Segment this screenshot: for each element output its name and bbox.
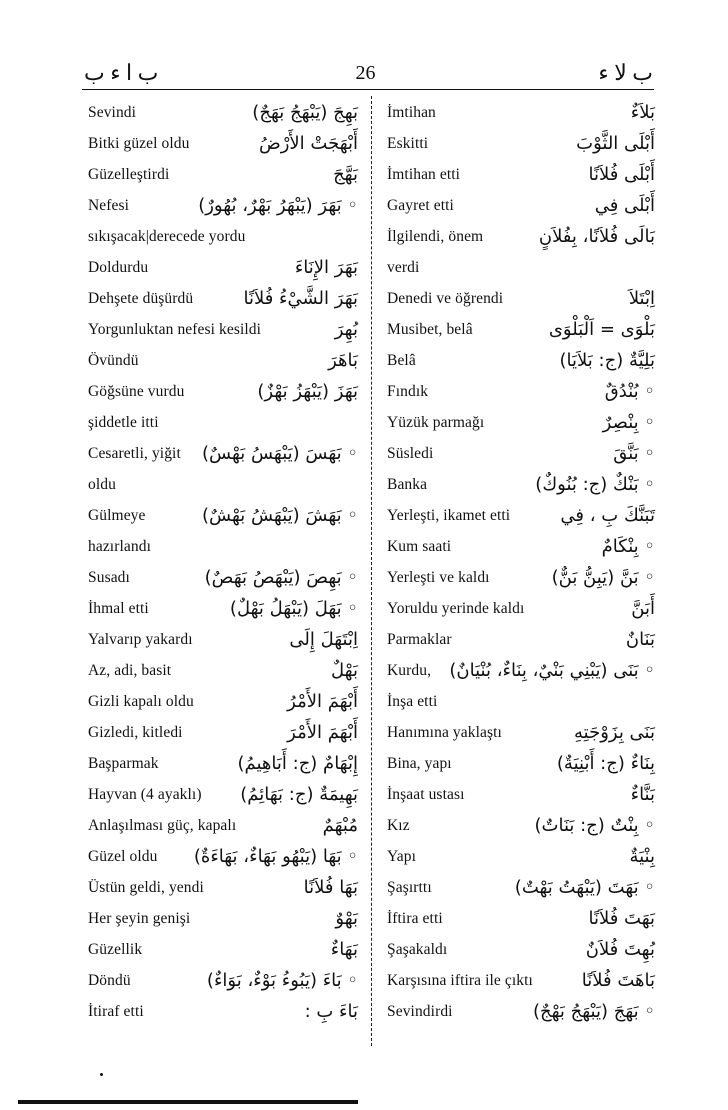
dictionary-entry [88, 345, 358, 376]
arabic-term: ◦ بِنْكَامٌ [601, 536, 655, 557]
arabic-term: بَهْوٌ [335, 908, 358, 929]
left-column [88, 97, 358, 1027]
dictionary-entry [88, 872, 358, 903]
dictionary-entry [88, 593, 358, 624]
arabic-term: ◦ بَهَا (يَبْهُو بَهَاءٌ، بَهَاءَةٌ) [193, 846, 358, 867]
dictionary-entry [88, 717, 358, 748]
arabic-term: ◦ بَهَسَ (يَبْهَسُ بَهْسٌ) [201, 443, 358, 464]
turkish-meaning: Gizli kapalı oldu [88, 693, 194, 710]
arabic-term: ◦ بَنَّقَ [613, 443, 655, 464]
dictionary-entry [387, 748, 655, 779]
turkish-meaning: Gizledi, kitledi [88, 724, 183, 741]
dictionary-entry [88, 500, 358, 531]
arabic-term: مُبْهَمٌ [322, 815, 358, 836]
turkish-meaning: Güzelleştirdi [88, 166, 170, 183]
dictionary-entry [387, 655, 655, 686]
turkish-meaning: Yorgunluktan nefesi kesildi [88, 321, 262, 338]
arabic-term: بَهَتَ فُلاَنًا [588, 908, 655, 929]
arabic-term: ◦ بَهَرَ (يَبْهَرُ بَهْرٌ، بُهُورٌ) [198, 195, 358, 216]
arabic-term: ◦ بَنَى (يَبْنِي بَنْيٌ، بِنَاءٌ، بُنْيَانٌ) [449, 660, 655, 681]
dictionary-entry [88, 779, 358, 810]
dictionary-entry [387, 593, 655, 624]
dictionary-entry [387, 221, 655, 252]
dictionary-entry [88, 252, 358, 283]
turkish-meaning: Yalvarıp yakardı [88, 631, 193, 648]
column-divider [371, 96, 372, 1046]
dictionary-entry [387, 996, 655, 1027]
arabic-term: بَهَرَ الإِنَاءَ [294, 257, 358, 278]
arabic-term: بُهِتَ فُلاَنٌ [585, 939, 655, 960]
arabic-term: تَبَنَّكَ بِ ، فِي [560, 505, 655, 526]
turkish-meaning: Anlaşılması güç, kapalı [88, 817, 237, 834]
footer-bar [18, 1100, 358, 1104]
header-left-letters: ب ا ء ب [84, 60, 159, 85]
turkish-meaning: oldu [88, 476, 116, 493]
arabic-term: بَلِيَّةٌ (ج: بَلاَيَا) [559, 350, 655, 371]
turkish-meaning: Bitki güzel oldu [88, 135, 190, 152]
dictionary-entry [387, 345, 655, 376]
turkish-meaning: Kum saati [387, 538, 452, 555]
arabic-term: بَهَزَ (يَبْهَزُ بَهْزٌ) [257, 381, 358, 402]
turkish-meaning: Fındık [387, 383, 429, 400]
turkish-meaning: İmtihan [387, 104, 436, 121]
arabic-term: بَهِيمَةٌ (ج: بَهَائِمُ) [240, 784, 358, 805]
turkish-meaning: Şaşırttı [387, 879, 432, 896]
arabic-term: بَهِجَ (يَبْهَجُ بَهَجٌ) [252, 102, 358, 123]
turkish-meaning: Göğsüne vurdu [88, 383, 185, 400]
turkish-meaning: Üstün geldi, yendi [88, 879, 204, 896]
arabic-term: أَبْلَى فِي [594, 195, 655, 216]
turkish-meaning: Kız [387, 817, 410, 834]
turkish-meaning: Yerleşti, ikamet etti [387, 507, 511, 524]
dictionary-entry [88, 128, 358, 159]
dictionary-entry [88, 748, 358, 779]
turkish-meaning: Hanımına yaklaştı [387, 724, 502, 741]
dictionary-entry [387, 283, 655, 314]
dictionary-entry [88, 903, 358, 934]
arabic-term: بَلاَءٌ [630, 102, 655, 123]
header-rule [82, 89, 654, 90]
arabic-term: أَبْلَى الثَّوْبَ [576, 133, 655, 154]
dictionary-entry [88, 655, 358, 686]
arabic-term: بَنَانٌ [625, 629, 655, 650]
turkish-meaning: hazırlandı [88, 538, 151, 555]
arabic-term: إِبْهَامٌ (ج: أَبَاهِيمُ) [237, 753, 358, 774]
arabic-term: بِنْيَةٌ [629, 846, 655, 867]
turkish-meaning: Bina, yapı [387, 755, 452, 772]
turkish-meaning: Eskitti [387, 135, 429, 152]
dictionary-entry [387, 500, 655, 531]
turkish-meaning: Güzellik [88, 941, 143, 958]
dictionary-entry [387, 903, 655, 934]
arabic-term: بَهْلٌ [331, 660, 358, 681]
dictionary-entry [88, 469, 358, 500]
arabic-term: ◦ بَهِصَ (يَبْهَصُ بَهَصٌ) [204, 567, 358, 588]
arabic-term: بَهَاءٌ [330, 939, 358, 960]
arabic-term: ◦ بِنْصِرٌ [602, 412, 655, 433]
dictionary-entry [387, 190, 655, 221]
arabic-term: أَبْهَمَ الأَمْرَ [287, 722, 358, 743]
turkish-meaning: Hayvan (4 ayaklı) [88, 786, 202, 803]
dictionary-entry [88, 221, 358, 252]
turkish-meaning: Şaşakaldı [387, 941, 448, 958]
dictionary-entry [88, 934, 358, 965]
dictionary-entry [387, 469, 655, 500]
turkish-meaning: Nefesi [88, 197, 130, 214]
arabic-term: ◦ بَاءَ (يَبُوءُ بَوْءٌ، بَوَاءٌ) [206, 970, 358, 991]
turkish-meaning: verdi [387, 259, 420, 276]
turkish-meaning: Yapı [387, 848, 416, 865]
dictionary-entry [88, 965, 358, 996]
arabic-term: بِنَاءٌ (ج: أَبْنِيَةٌ) [556, 753, 655, 774]
dictionary-entry [387, 717, 655, 748]
arabic-term: بَهَا فُلاَنًا [303, 877, 358, 898]
arabic-term: بَاهَتَ فُلاَنًا [581, 970, 655, 991]
turkish-meaning: Denedi ve öğrendi [387, 290, 504, 307]
arabic-term: بَهَرَ الشَّيْءُ فُلاَنًا [243, 288, 358, 309]
page-number: 26 [355, 62, 376, 84]
arabic-term: ◦ بَهَتَ (يَبْهَتُ بَهْتٌ) [514, 877, 655, 898]
turkish-meaning: Dehşete düşürdü [88, 290, 194, 307]
dictionary-entry [88, 190, 358, 221]
turkish-meaning: Döndü [88, 972, 131, 989]
arabic-term: أَبْلَى فُلاَنًا [588, 164, 655, 185]
dictionary-entry [88, 996, 358, 1027]
turkish-meaning: Az, adi, basit [88, 662, 172, 679]
arabic-term: ◦ بَهَجَ (يَبْهَجُ بَهْجٌ) [532, 1001, 655, 1022]
turkish-meaning: Belâ [387, 352, 416, 369]
dictionary-entry [387, 872, 655, 903]
dictionary-entry [88, 159, 358, 190]
arabic-term: بَالَى فُلاَنًا، بِفُلاَنٍ [538, 226, 655, 247]
dictionary-entry [387, 438, 655, 469]
arabic-term: أَبْهَمَ الأَمْرُ [287, 691, 358, 712]
turkish-meaning: Banka [387, 476, 428, 493]
turkish-meaning: Kurdu, [387, 662, 432, 679]
turkish-meaning: Doldurdu [88, 259, 149, 276]
turkish-meaning: Süsledi [387, 445, 434, 462]
turkish-meaning: Başparmak [88, 755, 159, 772]
dictionary-entry [88, 810, 358, 841]
turkish-meaning: Yüzük parmağı [387, 414, 485, 431]
dictionary-entry [88, 407, 358, 438]
arabic-term: أَبَنَّ [631, 598, 655, 619]
turkish-meaning: Her şeyin genişi [88, 910, 191, 927]
dictionary-entry [387, 779, 655, 810]
turkish-meaning: Sevindi [88, 104, 137, 121]
turkish-meaning: İhmal etti [88, 600, 149, 617]
dictionary-entry [88, 376, 358, 407]
dictionary-entry [88, 624, 358, 655]
turkish-meaning: Övündü [88, 352, 139, 369]
turkish-meaning: İlgilendi, önem [387, 228, 484, 245]
dictionary-entry [387, 841, 655, 872]
turkish-meaning: İtiraf etti [88, 1003, 144, 1020]
dictionary-entry [88, 438, 358, 469]
right-column [387, 97, 655, 1027]
dictionary-entry [387, 686, 655, 717]
dictionary-entry [387, 159, 655, 190]
dictionary-entry [88, 562, 358, 593]
arabic-term: اِبْتَهَلَ إِلَى [289, 629, 358, 650]
dictionary-entry [88, 686, 358, 717]
dictionary-entry [387, 407, 655, 438]
footer-dot [100, 1073, 103, 1076]
dictionary-entry [387, 314, 655, 345]
turkish-meaning: şiddetle itti [88, 414, 159, 431]
dictionary-entry [387, 810, 655, 841]
arabic-term: بَنَّاءٌ [630, 784, 655, 805]
dictionary-entry [88, 531, 358, 562]
turkish-meaning: Gülmeye [88, 507, 146, 524]
arabic-term: ◦ بَهَلَ (يَبْهَلُ بَهْلٌ) [229, 598, 358, 619]
dictionary-entry [387, 934, 655, 965]
arabic-term: ◦ بَهَشَ (يَبْهَشُ بَهْشٌ) [201, 505, 358, 526]
turkish-meaning: Karşısına iftira ile çıktı [387, 972, 533, 989]
turkish-meaning: Susadı [88, 569, 130, 586]
dictionary-entry [387, 624, 655, 655]
turkish-meaning: İmtihan etti [387, 166, 461, 183]
arabic-term: بُهِرَ [334, 319, 358, 340]
arabic-term: بَنَى بِزَوْجَتِهِ [573, 722, 655, 743]
turkish-meaning: İftira etti [387, 910, 443, 927]
dictionary-entry [387, 531, 655, 562]
arabic-term: ◦ بِنْتٌ (ج: بَنَاتٌ) [534, 815, 655, 836]
page-header [78, 56, 653, 92]
dictionary-entry [88, 283, 358, 314]
arabic-term: بَاءَ بِ : [304, 1001, 358, 1022]
turkish-meaning: Parmaklar [387, 631, 452, 648]
arabic-term: بَهَّجَ [333, 164, 358, 185]
arabic-term: ◦ بَنَّ (يَبِنُّ بَنٌّ) [551, 567, 655, 588]
dictionary-entry [387, 252, 655, 283]
dictionary-entry [88, 841, 358, 872]
arabic-term: ◦ بُنْدُقٌ [604, 381, 655, 402]
arabic-term: ◦ بَنْكٌ (ج: بُنُوكٌ) [535, 474, 655, 495]
dictionary-entry [88, 314, 358, 345]
dictionary-entry [387, 97, 655, 128]
turkish-meaning: Cesaretli, yiğit [88, 445, 181, 462]
dictionary-entry [88, 97, 358, 128]
arabic-term: أَبْهَجَتْ الأَرْضُ [258, 133, 358, 154]
dictionary-entry [387, 965, 655, 996]
turkish-meaning: İnşaat ustası [387, 786, 465, 803]
turkish-meaning: sıkışacak|derecede yordu [88, 228, 246, 245]
dictionary-entry [387, 562, 655, 593]
turkish-meaning: Yerleşti ve kaldı [387, 569, 490, 586]
turkish-meaning: Sevindirdi [387, 1003, 453, 1020]
dictionary-entry [387, 128, 655, 159]
arabic-term: بَاهَرَ [328, 350, 358, 371]
turkish-meaning: İnşa etti [387, 693, 438, 710]
arabic-term: بَلْوَى = اَلْبَلْوَى [548, 319, 655, 340]
header-right-letters: ب لا ء [598, 60, 653, 85]
turkish-meaning: Güzel oldu [88, 848, 158, 865]
turkish-meaning: Yoruldu yerinde kaldı [387, 600, 525, 617]
turkish-meaning: Gayret etti [387, 197, 454, 214]
turkish-meaning: Musibet, belâ [387, 321, 473, 338]
arabic-term: اِبْتَلاَ [628, 288, 655, 309]
dictionary-entry [387, 376, 655, 407]
